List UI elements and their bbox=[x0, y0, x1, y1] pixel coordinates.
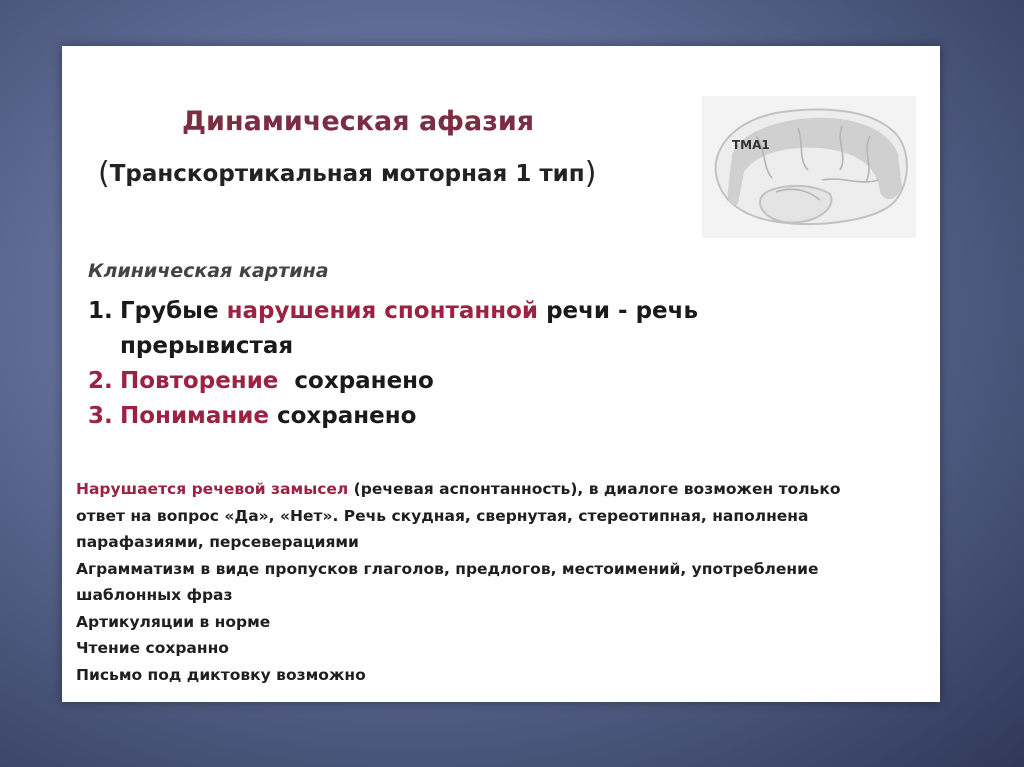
item-number: 3. bbox=[88, 403, 113, 429]
subtitle-text: Транскортикальная моторная 1 тип bbox=[109, 161, 585, 187]
slide-title: Динамическая афазия bbox=[182, 106, 535, 137]
item-text: сохранено bbox=[294, 368, 434, 394]
description-line: Аграмматизм в виде пропусков глаголов, предлогов, местоимений, употребление bbox=[76, 559, 819, 578]
item-number: 2. bbox=[88, 368, 113, 394]
description-block bbox=[76, 476, 926, 688]
description-line: ответ на вопрос «Да», «Нет». Речь скудная, свернутая, стереотипная, наполнена bbox=[76, 506, 809, 525]
item-continuation: прерывистая bbox=[120, 333, 294, 359]
brain-figure bbox=[702, 96, 916, 238]
description-line: парафазиями, персеверациями bbox=[76, 533, 359, 551]
brain-region-label: TMA1 bbox=[732, 138, 770, 152]
description-text: (речевая аспонтанность), в диалоге возможен только bbox=[353, 480, 841, 498]
item-number: 1. bbox=[88, 298, 113, 324]
description-line: Письмо под диктовку возможно bbox=[76, 665, 366, 684]
subtitle-close-paren: ) bbox=[584, 156, 597, 191]
item-text: Грубые bbox=[120, 298, 219, 324]
clinical-heading: Клиническая картина bbox=[88, 260, 329, 282]
description-highlight: Нарушается речевой замысел bbox=[76, 480, 349, 498]
brain-diagram-icon bbox=[702, 96, 916, 238]
subtitle-open-paren: ( bbox=[98, 156, 110, 191]
item-highlight: Повторение bbox=[120, 368, 279, 394]
clinical-findings-list bbox=[88, 294, 698, 434]
description-line: Чтение сохранно bbox=[76, 639, 229, 657]
list-item bbox=[88, 399, 698, 434]
item-highlight: Понимание bbox=[120, 403, 269, 429]
description-line: шаблонных фраз bbox=[76, 586, 233, 604]
description-line: Артикуляции в норме bbox=[76, 612, 271, 631]
item-text: сохранено bbox=[277, 403, 417, 429]
slide-subtitle bbox=[98, 156, 596, 191]
description-line bbox=[76, 476, 926, 503]
list-item bbox=[88, 294, 698, 364]
item-text: речи - речь bbox=[546, 298, 698, 324]
list-item bbox=[88, 364, 698, 399]
slide bbox=[62, 46, 940, 702]
item-highlight: нарушения спонтанной bbox=[226, 298, 539, 324]
